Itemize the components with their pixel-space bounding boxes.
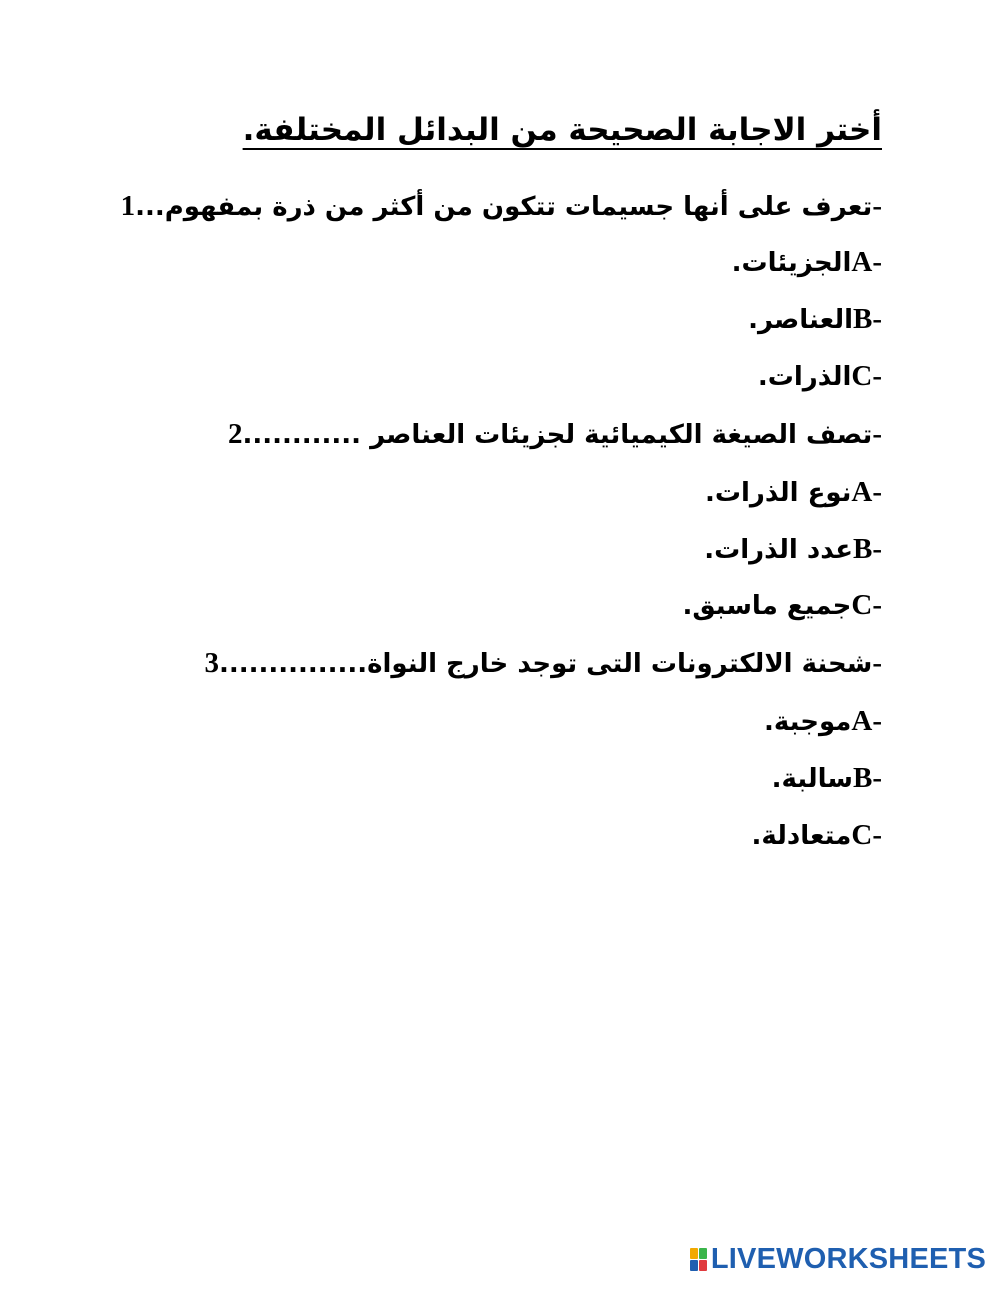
question-3-number: 3- <box>204 647 882 679</box>
option-text: سالبة. <box>771 764 853 794</box>
question-3 <box>205 647 883 680</box>
question-1-number: 1- <box>120 190 882 222</box>
option-letter: A- <box>851 705 882 737</box>
question-3-option-a[interactable] <box>764 705 882 738</box>
option-letter: A- <box>851 246 882 278</box>
option-text: العناصر. <box>748 305 853 335</box>
question-1-option-b[interactable] <box>748 303 882 336</box>
question-2-option-c[interactable] <box>682 589 882 622</box>
question-1-option-c[interactable] <box>758 360 882 393</box>
logo-tile-blue <box>690 1260 698 1271</box>
question-3-option-b[interactable] <box>772 762 882 795</box>
question-2 <box>228 418 882 451</box>
option-letter: B- <box>853 533 882 565</box>
option-text: نوع الذرات. <box>704 478 852 508</box>
question-1 <box>121 190 882 223</box>
option-letter: C- <box>851 589 882 621</box>
option-text: جميع ماسبق. <box>682 591 852 621</box>
question-2-option-a[interactable] <box>705 476 882 509</box>
option-text: الجزيئات. <box>731 248 852 278</box>
option-text: عدد الذرات. <box>704 535 853 565</box>
option-text: موجبة. <box>763 707 852 737</box>
option-letter: C- <box>851 819 882 851</box>
option-letter: B- <box>853 303 882 335</box>
question-1-text: تعرف على أنها جسيمات تتكون من أكثر من ذرة بمفهوم... <box>135 192 873 222</box>
question-1-option-a[interactable] <box>732 246 882 279</box>
question-3-text: شحنة الالكترونات التى توجد خارج النواة............... <box>219 649 873 679</box>
liveworksheets-logo-icon <box>690 1248 707 1271</box>
question-2-number: 2- <box>228 418 882 450</box>
brand-name: LIVEWORKSHEETS <box>710 1243 986 1275</box>
option-letter: A- <box>851 476 882 508</box>
option-text: متعادلة. <box>751 821 852 851</box>
logo-tile-yellow <box>690 1248 698 1259</box>
option-text: الذرات. <box>757 362 852 392</box>
question-2-option-b[interactable] <box>704 533 882 566</box>
logo-tile-green <box>699 1248 707 1259</box>
liveworksheets-brand[interactable] <box>690 1243 986 1276</box>
option-letter: C- <box>851 360 882 392</box>
option-letter: B- <box>853 762 882 794</box>
worksheet-title: أختر الاجابة الصحيحة من البدائل المختلفة. <box>242 112 882 148</box>
question-2-text: تصف الصيغة الكيميائية لجزيئات العناصر ............ <box>242 420 873 450</box>
logo-tile-red <box>699 1260 707 1271</box>
question-3-option-c[interactable] <box>751 819 882 852</box>
